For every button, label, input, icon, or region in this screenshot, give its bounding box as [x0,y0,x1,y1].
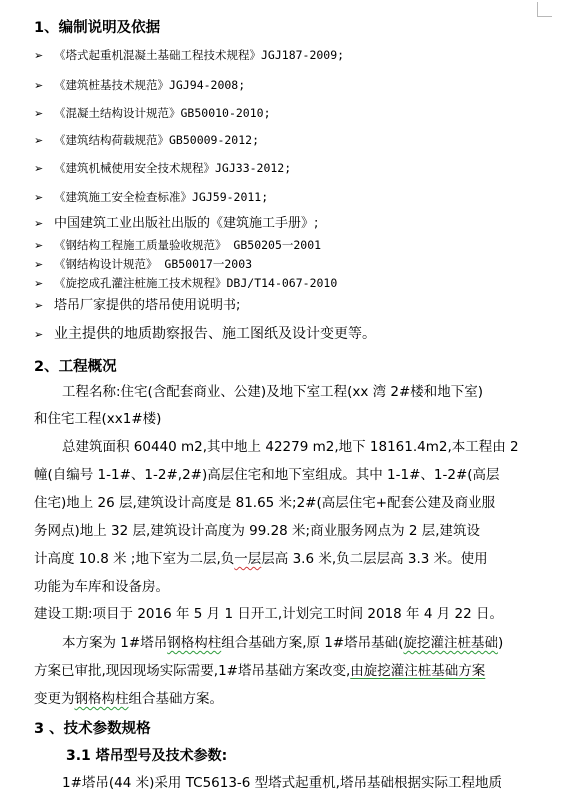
arrow-bullet-icon: ➢ [34,134,44,147]
arrow-bullet-icon: ➢ [34,79,44,92]
overview-text: 和住宅工程(xx1#楼) [34,411,162,427]
basis-item: ➢ 《塔式起重机混凝土基础工程技术规程》JGJ187-2009; [34,48,345,62]
plan-text: 变更为钢格构柱组合基础方案。 [34,691,223,707]
arrow-bullet-icon: ➢ [34,258,44,271]
section-3-1-heading: 3.1 塔吊型号及技术参数: [66,748,228,764]
plan-text: 本方案为 1#塔吊钢格构柱组合基础方案,原 1#塔吊基础(旋挖灌注桩基础) [62,635,504,651]
basis-item: ➢ 《混凝土结构设计规范》GB50010-2010; [34,106,271,120]
basis-item: ➢ 《钢结构设计规范》 GB50017一2003 [34,257,253,271]
overview-text: 计高度 10.8 米 ;地下室为二层,负一层层高 3.6 米,负二层层高 3.3 米。使用 [34,551,488,567]
page-corner-mark [537,2,552,17]
arrow-bullet-icon: ➢ [34,191,44,204]
arrow-bullet-icon: ➢ [34,328,44,341]
overview-text: 功能为车库和设备房。 [34,579,169,595]
schedule-text: 建设工期:项目于 2016 年 5 月 1 日开工,计划完工时间 2018 年 4 月 22 日。 [34,606,503,622]
arrow-bullet-icon: ➢ [34,299,44,312]
arrow-bullet-icon: ➢ [34,239,44,252]
arrow-bullet-icon: ➢ [34,162,44,175]
basis-item: ➢ 业主提供的地质勘察报告、施工图纸及设计变更等。 [34,326,376,342]
tech-text: 1#塔吊(44 米)采用 TC5613-6 型塔式起重机,塔吊基础根据实际工程地质 [62,775,502,791]
section-1-heading: 1、编制说明及依据 [34,20,161,36]
overview-text: 工程名称:住宅(含配套商业、公建)及地下室工程(xx 湾 2#楼和地下室) [62,384,484,400]
basis-item: ➢ 《建筑机械使用安全技术规程》JGJ33-2012; [34,161,292,175]
arrow-bullet-icon: ➢ [34,107,44,120]
basis-item: ➢ 《建筑结构荷载规范》GB50009-2012; [34,133,260,147]
basis-item: ➢ 《建筑施工安全检查标准》JGJ59-2011; [34,190,269,204]
basis-item: ➢ 塔吊厂家提供的塔吊使用说明书; [34,298,241,313]
basis-item: ➢ 中国建筑工业出版社出版的《建筑施工手册》; [34,216,319,231]
overview-text: 幢(自编号 1-1#、1-2#,2#)高层住宅和地下室组成。其中 1-1#、1-2#(高层 [34,467,500,483]
section-2-heading: 2、工程概况 [34,359,117,375]
basis-item: ➢ 《钢结构工程施工质量验收规范》 GB50205一2001 [34,238,322,252]
plan-text: 方案已审批,现因现场实际需要,1#塔吊基础方案改变,由旋挖灌注桩基础方案 [34,663,486,679]
arrow-bullet-icon: ➢ [34,49,44,62]
overview-text: 住宅)地上 26 层,建筑设计高度是 81.65 米;2#(高层住宅+配套公建及商业服 [34,495,496,511]
basis-item: ➢ 《建筑桩基技术规范》JGJ94-2008; [34,78,246,92]
arrow-bullet-icon: ➢ [34,217,44,230]
basis-item: ➢ 《旋挖成孔灌注桩施工技术规程》DBJ/T14-067-2010 [34,276,338,290]
overview-text: 务网点)地上 32 层,建筑设计高度为 99.28 米;商业服务网点为 2 层,建筑设 [34,523,481,539]
arrow-bullet-icon: ➢ [34,277,44,290]
section-3-heading: 3 、技术参数规格 [34,721,151,737]
overview-text: 总建筑面积 60440 m2,其中地上 42279 m2,地下 18161.4m2,本工程由 2 [62,439,519,455]
